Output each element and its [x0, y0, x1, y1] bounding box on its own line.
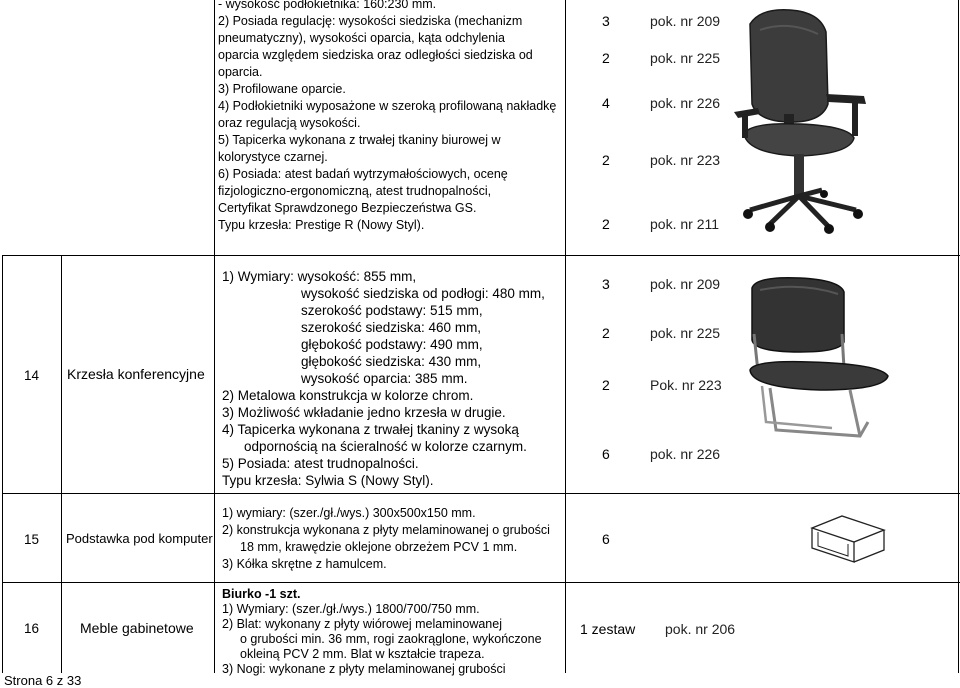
row16-spec-line: o grubości min. 36 mm, rogi zaokrąglone, wykończone — [240, 632, 542, 646]
dist-qty: 2 — [602, 377, 610, 393]
row14-spec-line: 2) Metalowa konstrukcja w kolorze chrom. — [222, 388, 474, 403]
top-spec-line: oraz regulacją wysokości. — [218, 116, 361, 130]
hline-row16-top — [2, 582, 960, 583]
row15-spec-line: 1) wymiary: (szer./gł./wys.) 300x500x150 mm. — [222, 506, 476, 520]
row16-spec-line: 2) Blat: wykonany z płyty wiórowej melaminowanej — [222, 617, 502, 631]
row14-spec-line: 3) Możliwość wkładanie jedno krzesła w drugie. — [222, 405, 506, 420]
row14-spec-line: 5) Posiada: atest trudnopalności. — [222, 456, 419, 471]
dist-qty: 6 — [602, 446, 610, 462]
row16-room: pok. nr 206 — [665, 621, 736, 637]
dist-room: pok. nr 223 — [650, 152, 721, 168]
dist-qty: 2 — [602, 152, 610, 168]
row14-spec-line: szerokość siedziska: 460 mm, — [301, 320, 482, 335]
row15-name: Podstawka pod komputer — [66, 531, 213, 546]
row14-spec-line: odpornością na ścieralność w kolorze czarnym. — [244, 439, 527, 454]
top-spec-line: 2) Posiada regulację: wysokości siedziska (mechanizm — [218, 14, 523, 28]
top-spec-line: - wysokość podłokietnika: 160:230 mm. — [218, 0, 437, 11]
row15-spec-line: 18 mm, krawędzie oklejone obrzeżem PCV 1 mm. — [240, 540, 518, 554]
row14-spec-line: Typu krzesła: Sylwia S (Nowy Styl). — [222, 473, 434, 488]
vline-after-spec — [565, 0, 566, 673]
vline-right — [958, 0, 959, 673]
row16-spec-line: okleiną PCV 2 mm. Blat w kształcie trapeza. — [240, 647, 485, 661]
row16-qty: 1 zestaw — [580, 621, 636, 637]
top-spec-line: pneumatyczny), wysokości oparcia, kąta odchylenia — [218, 31, 505, 45]
dist-qty: 3 — [602, 276, 610, 292]
row15-number: 15 — [24, 532, 40, 547]
top-spec-line: Certyfikat Sprawdzonego Bezpieczeństwa GS. — [218, 201, 477, 215]
dist-room: pok. nr 226 — [650, 95, 721, 111]
row15-spec-line: 3) Kółka skrętne z hamulcem. — [222, 557, 387, 571]
row14-spec-line: głębokość podstawy: 490 mm, — [301, 337, 483, 352]
dist-room: pok. nr 225 — [650, 50, 721, 66]
top-spec-line: 5) Tapicerka wykonana z trwałej tkaniny biurowej w — [218, 133, 501, 147]
top-spec-line: 3) Profilowane oparcie. — [218, 82, 346, 96]
dist-room: pok. nr 209 — [650, 276, 721, 292]
top-spec-line: oparcia. — [218, 65, 263, 79]
dist-room: Pok. nr 223 — [650, 377, 722, 393]
dist-qty: 2 — [602, 325, 610, 341]
row14-spec-line: szerokość podstawy: 515 mm, — [301, 303, 483, 318]
conference-chair-image — [740, 272, 900, 442]
hline-row15-top — [2, 493, 960, 494]
vline-after-name — [214, 255, 215, 673]
row16-heading: Biurko -1 szt. — [222, 587, 301, 601]
vline-left — [2, 255, 3, 673]
top-spec-line: fizjologiczno-ergonomiczną, atest trudnopalności, — [218, 184, 492, 198]
row16-name: Meble gabinetowe — [80, 620, 194, 636]
row16-number: 16 — [24, 621, 40, 636]
dist-qty: 4 — [602, 95, 610, 111]
office-chair-image — [730, 4, 880, 234]
vline-after-number — [61, 255, 62, 673]
row16-spec-line: 3) Nogi: wykonane z płyty melaminowanej grubości — [222, 662, 506, 676]
dist-room: pok. nr 209 — [650, 13, 721, 29]
top-spec-line: 4) Podłokietniki wyposażone w szeroką profilowaną nakładkę — [218, 99, 557, 113]
row14-number: 14 — [24, 368, 40, 383]
vline-top-left — [214, 0, 215, 255]
page-number: Strona 6 z 33 — [4, 673, 82, 688]
row14-spec-line: wysokość oparcia: 385 mm. — [301, 371, 468, 386]
row14-spec-line: wysokość siedziska od podłogi: 480 mm, — [301, 286, 545, 301]
dist-qty: 3 — [602, 13, 610, 29]
top-spec-line: 6) Posiada: atest badań wytrzymałościowych, ocenę — [218, 167, 508, 181]
row15-spec-line: 2) konstrukcja wykonana z płyty melaminowanej o grubości — [222, 523, 550, 537]
top-spec-line: kolorystyce czarnej. — [218, 150, 328, 164]
top-spec-line: Typu krzesła: Prestige R (Nowy Styl). — [218, 218, 425, 232]
hline-row14-top — [2, 255, 960, 256]
top-spec-line: oparcia względem siedziska oraz odległości siedziska od — [218, 48, 533, 62]
dist-qty: 2 — [602, 50, 610, 66]
row14-name: Krzesła konferencyjne — [67, 366, 205, 382]
row14-spec-line: 4) Tapicerka wykonana z trwałej tkaniny z wysoką — [222, 422, 519, 437]
dist-room: pok. nr 225 — [650, 325, 721, 341]
dist-room: pok. nr 226 — [650, 446, 721, 462]
row14-spec-line: 1) Wymiary: wysokość: 855 mm, — [222, 269, 417, 284]
row15-qty: 6 — [602, 531, 610, 547]
row16-spec-line: 1) Wymiary: (szer./gł./wys.) 1800/700/750 mm. — [222, 602, 480, 616]
row14-spec-line: głębokość siedziska: 430 mm, — [301, 354, 482, 369]
dist-qty: 2 — [602, 216, 610, 232]
dist-room: pok. nr 211 — [650, 216, 720, 232]
computer-stand-image — [808, 514, 888, 564]
